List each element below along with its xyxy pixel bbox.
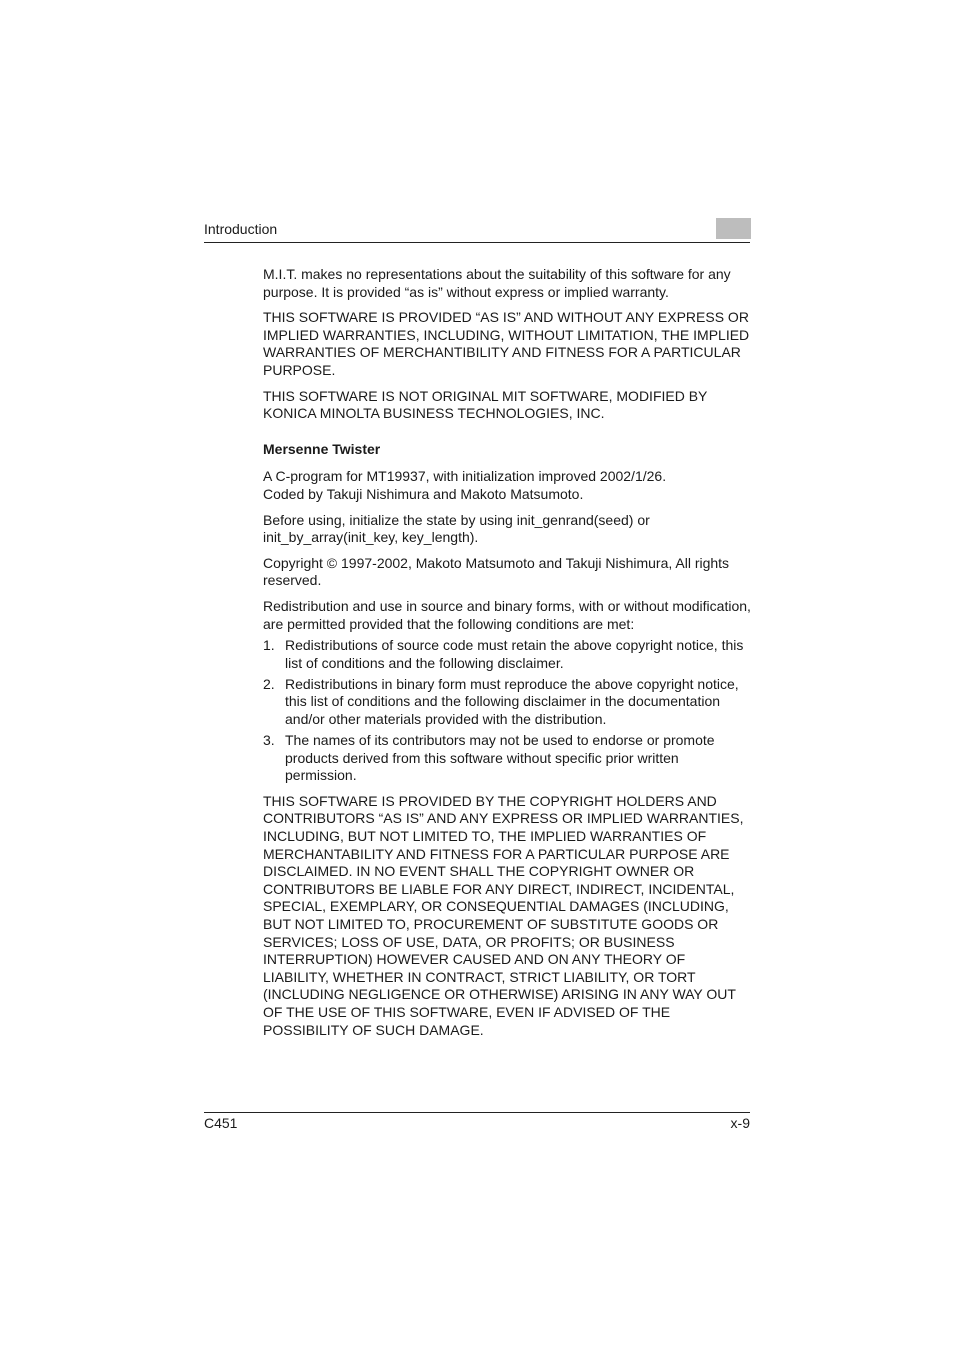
conditions-list [263, 637, 751, 785]
chapter-tab [716, 218, 751, 239]
list-text: Redistributions of source code must retain the above copyright notice, this list of conditions and the following disclaimer. [285, 637, 744, 671]
list-number: 3. [263, 732, 275, 749]
page-body [263, 266, 751, 1047]
running-header: Introduction [204, 221, 278, 237]
section-heading: Mersenne Twister [263, 440, 381, 457]
paragraph-as-is: THIS SOFTWARE IS PROVIDED “AS IS” AND WITHOUT ANY EXPRESS OR IMPLIED WARRANTIES, INCLUDING, WITHOUT LIMITATION, THE IMPLIED WARRANTIES OF MERCHANTIBILITY AND FITNESS FOR A PARTICULAR PURPOSE. [263, 309, 750, 378]
header-rule [204, 242, 750, 243]
paragraph-before-using: Before using, initialize the state by using init_genrand(seed) or init_by_array(init_key, key_length). [263, 511, 650, 546]
footer-page-number: x-9 [730, 1115, 750, 1131]
program-line-2: Coded by Takuji Nishimura and Makoto Matsumoto. [263, 485, 584, 502]
paragraph-program-info [263, 468, 751, 503]
paragraph-mit-warranty: M.I.T. makes no representations about the suitability of this software for any purpose. It is provided “as is” without express or implied warranty. [263, 266, 731, 300]
paragraph-disclaimer: THIS SOFTWARE IS PROVIDED BY THE COPYRIGHT HOLDERS AND CONTRIBUTORS “AS IS” AND ANY EXPRESS OR IMPLIED WARRANTIES, INCLUDING, BUT NOT LIMITED TO, THE IMPLIED WARRANTIES OF MERCHANTABILITY AND FITNESS FOR A PARTICULAR PURPOSE ARE DISCLAIMED. IN NO EVENT SHALL THE COPYRIGHT OWNER OR CONTRIBUTORS BE LIABLE FOR ANY DIRECT, INDIRECT, INCIDENTAL, SPECIAL, EXEMPLARY, OR CONSEQUENTIAL DAMAGES (INCLUDING, BUT NOT LIMITED TO, PROCUREMENT OF SUBSTITUTE GOODS OR SERVICES; LOSS OF USE, DATA, OR PROFITS; OR BUSINESS INTERRUPTION) HOWEVER CAUSED AND ON ANY THEORY OF LIABILITY, WHETHER IN CONTRACT, STRICT LIABILITY, OR TORT (INCLUDING NEGLIGENCE OR OTHERWISE) ARISING IN ANY WAY OUT OF THE USE OF THIS SOFTWARE, EVEN IF ADVISED OF THE POSSIBILITY OF SUCH DAMAGE. [263, 792, 744, 1038]
list-item [263, 676, 751, 729]
footer-rule [204, 1112, 750, 1113]
paragraph-copyright: Copyright © 1997-2002, Makoto Matsumoto and Takuji Nishimura, All rights reserved. [263, 554, 730, 589]
list-text: Redistributions in binary form must reproduce the above copyright notice, this list of conditions and the following disclaimer in the documentation and/or other materials provided with the distribution. [285, 675, 739, 727]
list-item [263, 732, 751, 785]
list-item [263, 637, 751, 672]
list-text: The names of its contributors may not be used to endorse or promote products derived from this software without specific prior written permission. [285, 732, 715, 784]
list-number: 1. [263, 637, 275, 654]
paragraph-redistribution: Redistribution and use in source and binary forms, with or without modification, are permitted provided that the following conditions are met: [263, 597, 751, 632]
paragraph-not-original: THIS SOFTWARE IS NOT ORIGINAL MIT SOFTWARE, MODIFIED BY KONICA MINOLTA BUSINESS TECHNOLOGIES, INC. [263, 387, 708, 422]
footer-model: C451 [204, 1115, 238, 1131]
list-number: 2. [263, 675, 275, 692]
program-line-1: A C-program for MT19937, with initialization improved 2002/1/26. [263, 468, 667, 485]
